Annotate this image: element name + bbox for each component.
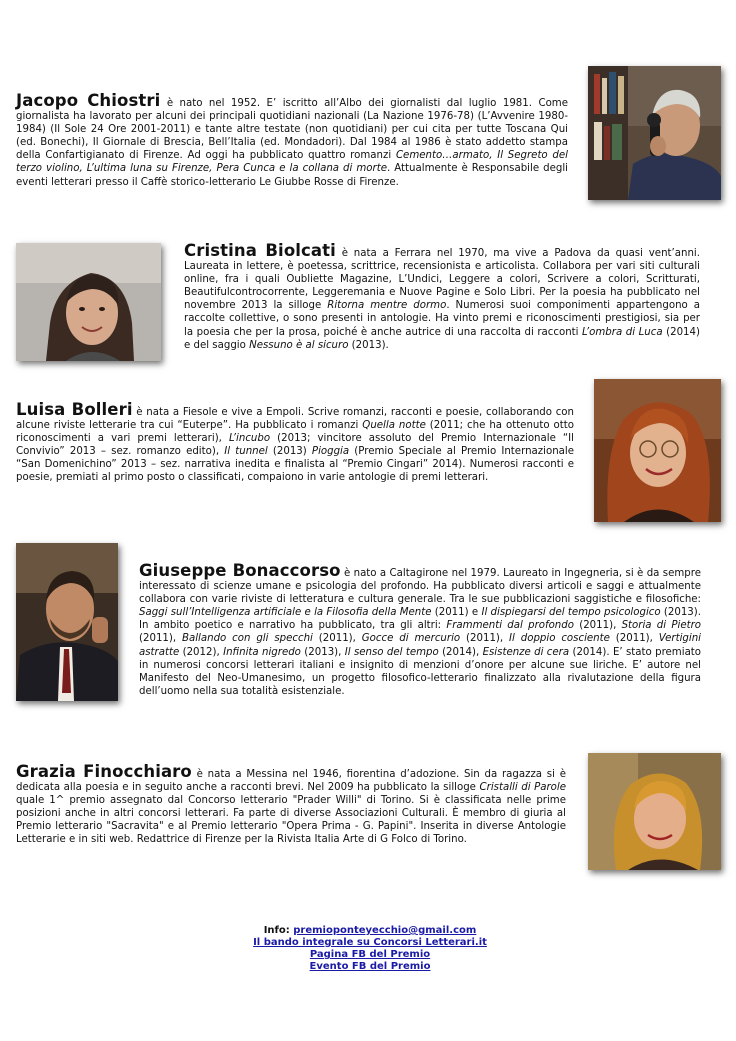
book-title: Nessuno è al sicuro [249, 339, 349, 351]
bio-text: (2013). In ambito poetico e narrativo ha pubblicato, tra gli altri: [139, 607, 702, 632]
portrait-grazia-finocchiaro [588, 753, 721, 870]
bio-text: (2011), [460, 633, 510, 645]
email-link[interactable]: premioponteyecchio@gmail.com [293, 925, 477, 936]
bando-link[interactable]: Il bando integrale su Concorsi Letterari.it [253, 937, 487, 948]
bio-text: (2011; che ha ottenuto otto riconoscimenti a vari premi letterari), [16, 420, 574, 445]
author-name: Cristina Biolcati [184, 241, 336, 260]
bio-cristina-biolcati [184, 241, 700, 352]
book-title: Il doppio cosciente [509, 633, 610, 645]
book-title: Frammenti dal profondo [446, 620, 574, 632]
bio-jacopo-chiostri [16, 91, 568, 189]
book-title: Il dispiegarsi del tempo psicologico [481, 607, 661, 619]
book-title: Vertigini astratte [139, 633, 702, 658]
portrait-giuseppe-bonaccorso [16, 543, 118, 701]
book-title: Esistenze di cera [482, 646, 570, 658]
fb-event-link[interactable]: Evento FB del Premio [309, 961, 431, 972]
author-name: Luisa Bolleri [16, 400, 133, 419]
footer-info-line [200, 925, 540, 937]
book-title: L’ombra di Luca [582, 326, 663, 338]
bio-luisa-bolleri [16, 400, 575, 485]
book-title: Saggi sull’Intelligenza artificiale e la Filosofia della Mente [139, 607, 432, 619]
bio-text: (2013), [300, 646, 345, 658]
book-title: Ritorna mentre dormo [327, 300, 447, 312]
bio-text: (Premio Speciale al Premio Internazionale “San Domenichino” 2013 – sez. narrativa inedita e finalista al “Premio Cingari” 2014). Numerosi racconti e poesie, premiati al primo posto o classificati, compaiono in varie antologie di premi letterari. [16, 446, 574, 484]
portrait-jacopo-chiostri [588, 66, 721, 200]
book-title: Storia di Pietro [621, 620, 702, 632]
bio-text: è nata a Messina nel 1946, fiorentina d’adozione. Sin da ragazza si è dedicata alla poesia e in seguito anche a racconti brevi. Nel 2009 ha pubblicato la silloge [16, 769, 566, 794]
bio-text: (2011), [312, 633, 362, 645]
author-name: Giuseppe Bonaccorso [139, 561, 341, 580]
author-name: Jacopo Chiostri [16, 91, 161, 110]
bio-text: (2014). E’ stato premiato in numerosi concorsi letterari italiani e insignito di menzioni d’onore per alcune sue liriche. E’ autore nel Manifesto del Neo-Umanesimo, un progetto filosofico-letterario finalizzato alla rivalutazione della figura dell’uomo nella sua totalità esistenziale. [139, 646, 702, 697]
bio-text: (2011), [609, 633, 659, 645]
book-title: L’incubo [228, 433, 271, 445]
portrait-cristina-biolcati [16, 243, 161, 361]
bio-text: (2014), [438, 646, 483, 658]
bio-text: (2012), [179, 646, 224, 658]
bio-text: è nato a Caltagirone nel 1979. Laureato in Ingegneria, si è da sempre interessato di scienze umane e psicologia del profondo. Ha pubblicato diversi articoli e saggi e attualmente collabora con varie riviste di letteratura e cultura generale. Tra le sue pubblicazioni saggistiche e filosofiche: [139, 568, 701, 606]
bio-text: (2013). [348, 339, 389, 351]
bio-text: (2013) [267, 446, 312, 458]
footer-info [200, 925, 540, 973]
book-title: Quella notte [362, 420, 426, 432]
bio-text: . Attualmente è Responsabile degli eventi letterari presso il Caffè storico-letterario Le Giubbe Rosse di Firenze. [16, 163, 568, 188]
book-title: Cemento…armato, Il Segreto del terzo violino, L’ultima luna su Firenze, Pera Cunca e la collana di morte [16, 150, 568, 175]
book-title: Il senso del tempo [344, 646, 439, 658]
bio-text: . Numerosi suoi componimenti appartengono a raccolte collettive, o sono presenti in antologie. Ha vinto premi e riconoscimenti prestigiosi, sia per la poesia che per la prosa, poiché è anche autrice di una raccolta di racconti [184, 300, 700, 338]
author-name: Grazia Finocchiaro [16, 762, 192, 781]
bio-text: (2014) e del saggio [184, 326, 700, 351]
bio-text: (2011) e [431, 607, 482, 619]
bio-text: (2011), [573, 620, 622, 632]
portrait-luisa-bolleri [594, 379, 721, 522]
book-title: Infinita nigredo [223, 646, 301, 658]
bio-giuseppe-bonaccorso [139, 561, 702, 698]
bio-text: è nata a Ferrara nel 1970, ma vive a Padova da quasi vent’anni. Laureata in lettere, è poetessa, scrittrice, recensionista e articolista. Collabora per vari siti culturali online, fra i quali Oubliette Magazine, L’Undici, Leggere a colori, Scrivere a colori, Scritturati, Beautifulcontrocorrente, Leggeremania e Nuove Pagine e Solo Libri. Per la poesia ha pubblicato nel novembre 2013 la silloge [184, 248, 700, 312]
book-title: Cristalli di Parole [479, 782, 566, 794]
book-title: Pioggia [311, 446, 350, 458]
fb-page-link[interactable]: Pagina FB del Premio [309, 949, 431, 960]
bio-grazia-finocchiaro [16, 762, 566, 847]
bio-text: (2013; vincitore assoluto del Premio Internazionale “Il Convivio” 2013 – sez. romanzo edito), [16, 433, 574, 458]
bio-text: quale 1^ premio assegnato dal Concorso letterario "Prader Willi" di Torino. Si è classificata nelle prime posizioni anche in altri concorsi letterari. Fa parte di diverse Associazioni Culturali. È membro di giuria al Premio letterario "Sacravita" e al Premio letterario "Opera Prima - G. Papini". Inserita in diverse Antologie Letterarie e in siti web. Redattrice di Firenze per la Rivista Italia Arte di G Folco di Torino. [16, 795, 566, 846]
bio-text: (2011), [139, 633, 182, 645]
info-label: Info: [263, 925, 294, 936]
bio-text: è nato nel 1952. E’ iscritto all’Albo dei giornalisti dal luglio 1981. Come giornalista ha lavorato per alcuni dei principali quotidiani nazionali (La Nazione 1976-78) (L’Avvenire 1980-1984) (Il Sole 24 Ore 2001-2011) e tante altre testate (non quotidiani) per cui cita per tutte Toscana Qui (ed. Bonechi), Il Giornale di Brescia, Bell’Italia (ed. Mondadori). Dal 1984 al 1986 è stato addetto stampa della Confartigianato di Firenze. Ad oggi ha pubblicato quattro romanzi [16, 98, 568, 162]
book-title: Gocce di mercurio [361, 633, 461, 645]
bio-text: è nata a Fiesole e vive a Empoli. Scrive romanzi, racconti e poesie, collaborando con alcune riviste letterarie tra cui “Euterpe”. Ha pubblicato i romanzi [16, 407, 575, 432]
book-title: Il tunnel [224, 446, 268, 458]
book-title: Ballando con gli specchi [182, 633, 313, 645]
